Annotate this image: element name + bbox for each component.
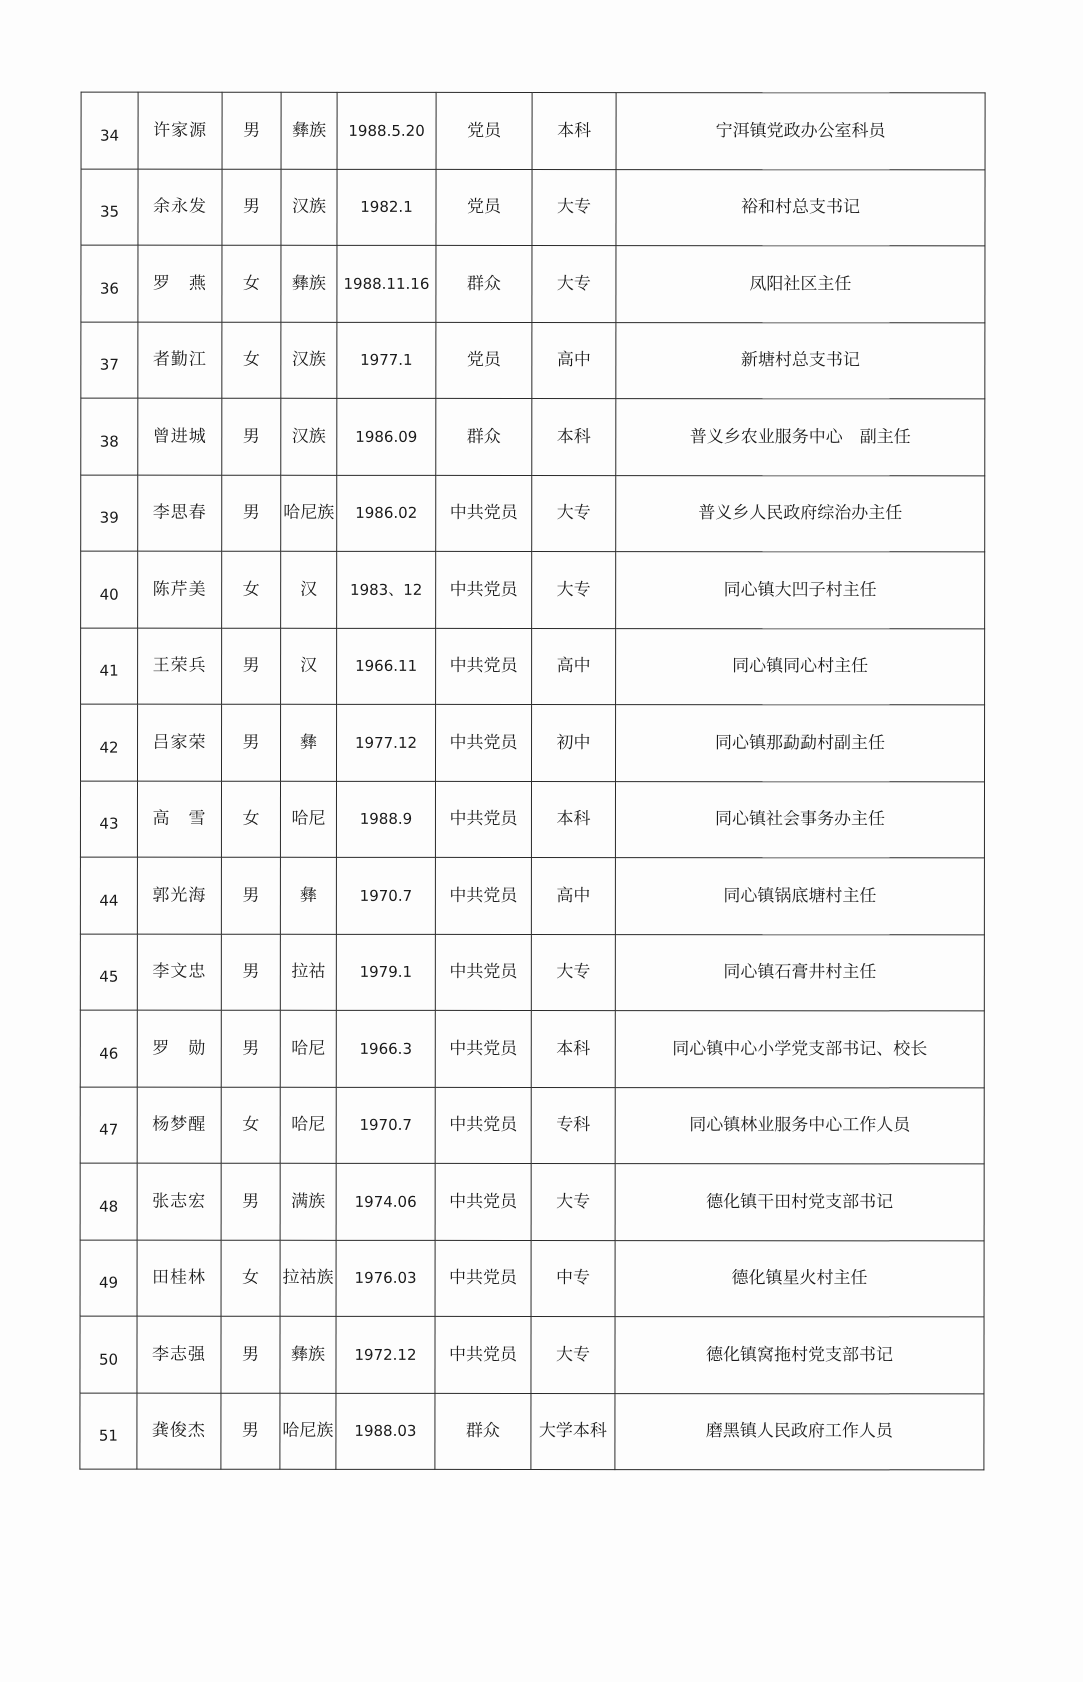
position-cell: 同心镇同心村主任 [616,628,985,705]
ethnicity-cell: 汉 [281,551,337,628]
personnel-table [79,92,985,1471]
person-name: 吕家荣 [138,704,222,781]
table-body [80,92,985,1470]
gender-cell: 女 [221,1240,280,1317]
row-number: 36 [81,245,138,322]
birth-date-cell: 1979.1 [336,934,435,1011]
table-row [80,857,984,934]
gender-cell: 男 [221,1316,280,1393]
education-cell: 大专 [532,475,616,552]
row-number: 51 [80,1393,137,1470]
ethnicity-cell: 拉祜 [280,934,336,1011]
political-status-cell: 中共党员 [435,1163,531,1240]
person-name: 高 雪 [137,781,221,858]
political-status-cell: 中共党员 [435,1087,531,1164]
birth-date-cell: 1976.03 [336,1240,435,1317]
table-row [81,551,985,628]
row-number: 37 [81,322,138,399]
position-cell: 德化镇窝拖村党支部书记 [615,1317,984,1394]
ethnicity-cell: 汉族 [281,322,337,399]
education-cell: 大专 [532,169,616,246]
birth-date-cell: 1974.06 [336,1163,435,1240]
gender-cell: 男 [222,169,281,246]
education-cell: 大专 [531,1163,615,1240]
person-name: 罗 燕 [138,245,222,322]
position-cell: 普义乡人民政府综治办主任 [616,475,985,552]
person-name: 李思春 [138,475,222,552]
table-row [81,245,985,322]
person-name: 许家源 [138,92,222,169]
ethnicity-cell: 哈尼族 [281,475,337,552]
gender-cell: 男 [221,1393,280,1470]
position-cell: 宁洱镇党政办公室科员 [616,93,985,170]
ethnicity-cell: 哈尼族 [280,1393,336,1470]
political-status-cell: 中共党员 [435,1240,531,1317]
personnel-table-wrapper [79,92,984,1471]
birth-date-cell: 1988.03 [336,1393,435,1470]
education-cell: 大学本科 [531,1393,615,1470]
ethnicity-cell: 汉族 [281,169,337,246]
person-name: 田桂林 [137,1240,221,1317]
ethnicity-cell: 汉 [281,628,337,705]
birth-date-cell: 1986.02 [337,475,436,552]
position-cell: 普义乡农业服务中心 副主任 [616,399,985,476]
birth-date-cell: 1988.11.16 [337,245,436,322]
table-row [80,1393,984,1470]
person-name: 罗 勋 [137,1010,221,1087]
person-name: 陈芹美 [138,551,222,628]
table-row [80,1163,984,1240]
person-name: 龚俊杰 [137,1393,221,1470]
political-status-cell: 中共党员 [435,781,531,858]
political-status-cell: 中共党员 [436,704,532,781]
table-row [80,1010,984,1087]
table-row [81,475,985,552]
education-cell: 高中 [532,628,616,705]
gender-cell: 男 [221,934,280,1011]
birth-date-cell: 1983、12 [337,551,436,628]
political-status-cell: 中共党员 [435,1010,531,1087]
table-row [81,322,985,399]
gender-cell: 男 [222,704,281,781]
gender-cell: 男 [221,857,280,934]
row-number: 44 [80,857,137,934]
row-number: 47 [80,1087,137,1164]
gender-cell: 男 [222,92,281,169]
birth-date-cell: 1977.12 [337,704,436,781]
political-status-cell: 中共党员 [436,475,532,552]
row-number: 43 [80,781,137,858]
birth-date-cell: 1988.5.20 [337,92,436,169]
person-name: 李志强 [137,1316,221,1393]
political-status-cell: 党员 [436,169,532,246]
birth-date-cell: 1972.12 [336,1316,435,1393]
education-cell: 高中 [532,322,616,399]
person-name: 李文忠 [137,934,221,1011]
position-cell: 磨黑镇人民政府工作人员 [615,1393,984,1470]
political-status-cell: 党员 [436,92,532,169]
ethnicity-cell: 彝 [280,857,336,934]
education-cell: 中专 [531,1240,615,1317]
birth-date-cell: 1982.1 [337,169,436,246]
birth-date-cell: 1977.1 [337,322,436,399]
education-cell: 大专 [531,934,615,1011]
education-cell: 大专 [532,551,616,628]
education-cell: 大专 [531,1316,615,1393]
education-cell: 大专 [532,245,616,322]
row-number: 38 [81,398,138,475]
gender-cell: 男 [221,1010,280,1087]
row-number: 50 [80,1316,137,1393]
education-cell: 本科 [532,92,616,169]
birth-date-cell: 1986.09 [337,398,436,475]
position-cell: 凤阳社区主任 [616,246,985,323]
row-number: 35 [81,169,138,246]
ethnicity-cell: 彝族 [281,245,337,322]
education-cell: 初中 [532,704,616,781]
position-cell: 同心镇大凹子村主任 [616,552,985,629]
position-cell: 同心镇锅底塘村主任 [615,858,984,935]
position-cell: 同心镇中心小学党支部书记、校长 [615,1011,984,1088]
gender-cell: 男 [222,475,281,552]
row-number: 41 [81,628,138,705]
table-row [80,1316,984,1393]
person-name: 郭光海 [137,857,221,934]
ethnicity-cell: 拉祜族 [280,1240,336,1317]
row-number: 45 [80,934,137,1011]
row-number: 42 [81,704,138,781]
gender-cell: 男 [221,1163,280,1240]
education-cell: 本科 [532,398,616,475]
ethnicity-cell: 哈尼 [280,1087,336,1164]
position-cell: 德化镇星火村主任 [615,1240,984,1317]
position-cell: 同心镇社会事务办主任 [615,781,984,858]
political-status-cell: 中共党员 [436,628,532,705]
gender-cell: 女 [222,322,281,399]
position-cell: 裕和村总支书记 [616,169,985,246]
political-status-cell: 中共党员 [435,1316,531,1393]
birth-date-cell: 1970.7 [336,1087,435,1164]
row-number: 34 [81,92,138,169]
birth-date-cell: 1988.9 [336,781,435,858]
table-row [81,704,985,781]
political-status-cell: 群众 [435,1393,531,1470]
gender-cell: 男 [222,398,281,475]
person-name: 王荣兵 [138,628,222,705]
gender-cell: 男 [222,628,281,705]
table-row [81,628,985,705]
person-name: 曾进城 [138,398,222,475]
political-status-cell: 党员 [436,322,532,399]
position-cell: 新塘村总支书记 [616,322,985,399]
table-row [81,169,985,246]
row-number: 39 [81,475,138,552]
table-row [80,781,984,858]
education-cell: 本科 [531,781,615,858]
birth-date-cell: 1966.11 [337,628,436,705]
birth-date-cell: 1966.3 [336,1010,435,1087]
position-cell: 德化镇干田村党支部书记 [615,1164,984,1241]
table-row [80,1087,984,1164]
birth-date-cell: 1970.7 [336,857,435,934]
ethnicity-cell: 哈尼 [280,1010,336,1087]
political-status-cell: 中共党员 [435,857,531,934]
ethnicity-cell: 哈尼 [280,781,336,858]
row-number: 40 [81,551,138,628]
political-status-cell: 中共党员 [435,934,531,1011]
ethnicity-cell: 彝族 [281,92,337,169]
table-row [81,92,985,169]
person-name: 者勤江 [138,322,222,399]
education-cell: 高中 [531,857,615,934]
person-name: 杨梦醒 [137,1087,221,1164]
position-cell: 同心镇林业服务中心工作人员 [615,1087,984,1164]
person-name: 张志宏 [137,1163,221,1240]
education-cell: 本科 [531,1010,615,1087]
political-status-cell: 群众 [436,398,532,475]
political-status-cell: 群众 [436,245,532,322]
row-number: 48 [80,1163,137,1240]
ethnicity-cell: 满族 [280,1163,336,1240]
table-row [80,1240,984,1317]
ethnicity-cell: 彝族 [280,1316,336,1393]
person-name: 余永发 [138,169,222,246]
gender-cell: 女 [222,551,281,628]
position-cell: 同心镇石膏井村主任 [615,934,984,1011]
row-number: 49 [80,1240,137,1317]
gender-cell: 女 [221,781,280,858]
education-cell: 专科 [531,1087,615,1164]
political-status-cell: 中共党员 [436,551,532,628]
ethnicity-cell: 彝 [281,704,337,781]
row-number: 46 [80,1010,137,1087]
table-row [80,934,984,1011]
ethnicity-cell: 汉族 [281,398,337,475]
table-row [81,398,985,475]
position-cell: 同心镇那勐勐村副主任 [615,705,984,782]
gender-cell: 女 [222,245,281,322]
gender-cell: 女 [221,1087,280,1164]
